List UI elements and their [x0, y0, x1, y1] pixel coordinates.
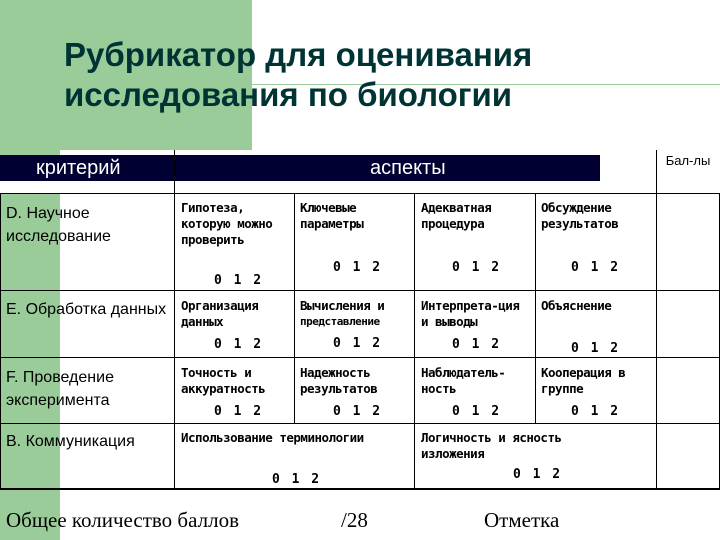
score-observation: 0 1 2 — [452, 404, 502, 419]
aspect-accuracy: Точность и аккуратность — [181, 365, 266, 396]
score-cooperation: 0 1 2 — [571, 404, 621, 419]
grid-line — [0, 488, 720, 489]
header-points: Бал-лы — [665, 153, 711, 168]
grid-line — [0, 290, 720, 291]
title-line-1: Рубрикатор для оценивания — [64, 36, 533, 73]
score-hypothesis: 0 1 2 — [214, 273, 264, 288]
grid-line — [656, 150, 657, 488]
grid-line — [294, 193, 295, 423]
score-reliability: 0 1 2 — [333, 404, 383, 419]
aspect-interpretation: Интерпрета-ция и выводы — [421, 298, 520, 329]
aspect-cooperation: Кооперация в группе — [541, 365, 626, 396]
grid-line — [0, 357, 720, 358]
grid-line — [0, 423, 720, 424]
aspect-key-parameters: Ключевые параметры — [300, 200, 364, 231]
aspect-data-organization: Организация данных — [181, 298, 259, 329]
score-data-organization: 0 1 2 — [214, 337, 264, 352]
grid-line — [174, 150, 175, 488]
header-aspects: аспекты — [370, 157, 446, 179]
aspect-discussion: Обсуждение результатов — [541, 200, 619, 231]
aspect-observation: Наблюдатель-ность — [421, 365, 506, 396]
score-key-parameters: 0 1 2 — [333, 260, 383, 275]
score-logic-clarity: 0 1 2 — [513, 467, 563, 482]
total-points-label: Общее количество баллов — [6, 508, 239, 532]
total-out-of: /28 — [341, 508, 368, 532]
criterion-e: E. Обработка данных — [6, 301, 167, 318]
score-interpretation: 0 1 2 — [452, 337, 502, 352]
criterion-f: F. Проведение эксперимента — [6, 369, 114, 409]
score-explanation: 0 1 2 — [571, 341, 621, 356]
score-discussion: 0 1 2 — [571, 260, 621, 275]
slide-title — [64, 35, 704, 115]
aspect-hypothesis: Гипотеза, которую можно проверить — [181, 200, 273, 247]
title-line-2: исследования по биологии — [64, 76, 513, 113]
score-calculations: 0 1 2 — [333, 336, 383, 351]
grid-line — [535, 193, 536, 423]
aspect-reliability: Надежность результатов — [300, 365, 378, 396]
aspect-procedure: Адекватная процедура — [421, 200, 492, 231]
aspect-calculations: Вычисления и — [300, 298, 385, 313]
aspect-calculations-sub: представление — [300, 315, 380, 328]
criterion-b: B. Коммуникация — [6, 433, 135, 450]
criterion-d: D. Научное исследование — [6, 205, 111, 245]
table-header-gap — [0, 181, 720, 193]
score-terminology: 0 1 2 — [272, 472, 322, 487]
score-accuracy: 0 1 2 — [214, 404, 264, 419]
grade-label: Отметка — [484, 508, 560, 532]
aspect-terminology: Использование терминологии — [181, 430, 364, 445]
score-procedure: 0 1 2 — [452, 260, 502, 275]
aspect-logic-clarity: Логичность и ясность изложения — [421, 430, 562, 461]
header-criterion: критерий — [36, 157, 121, 179]
aspect-explanation: Объяснение — [541, 298, 612, 313]
